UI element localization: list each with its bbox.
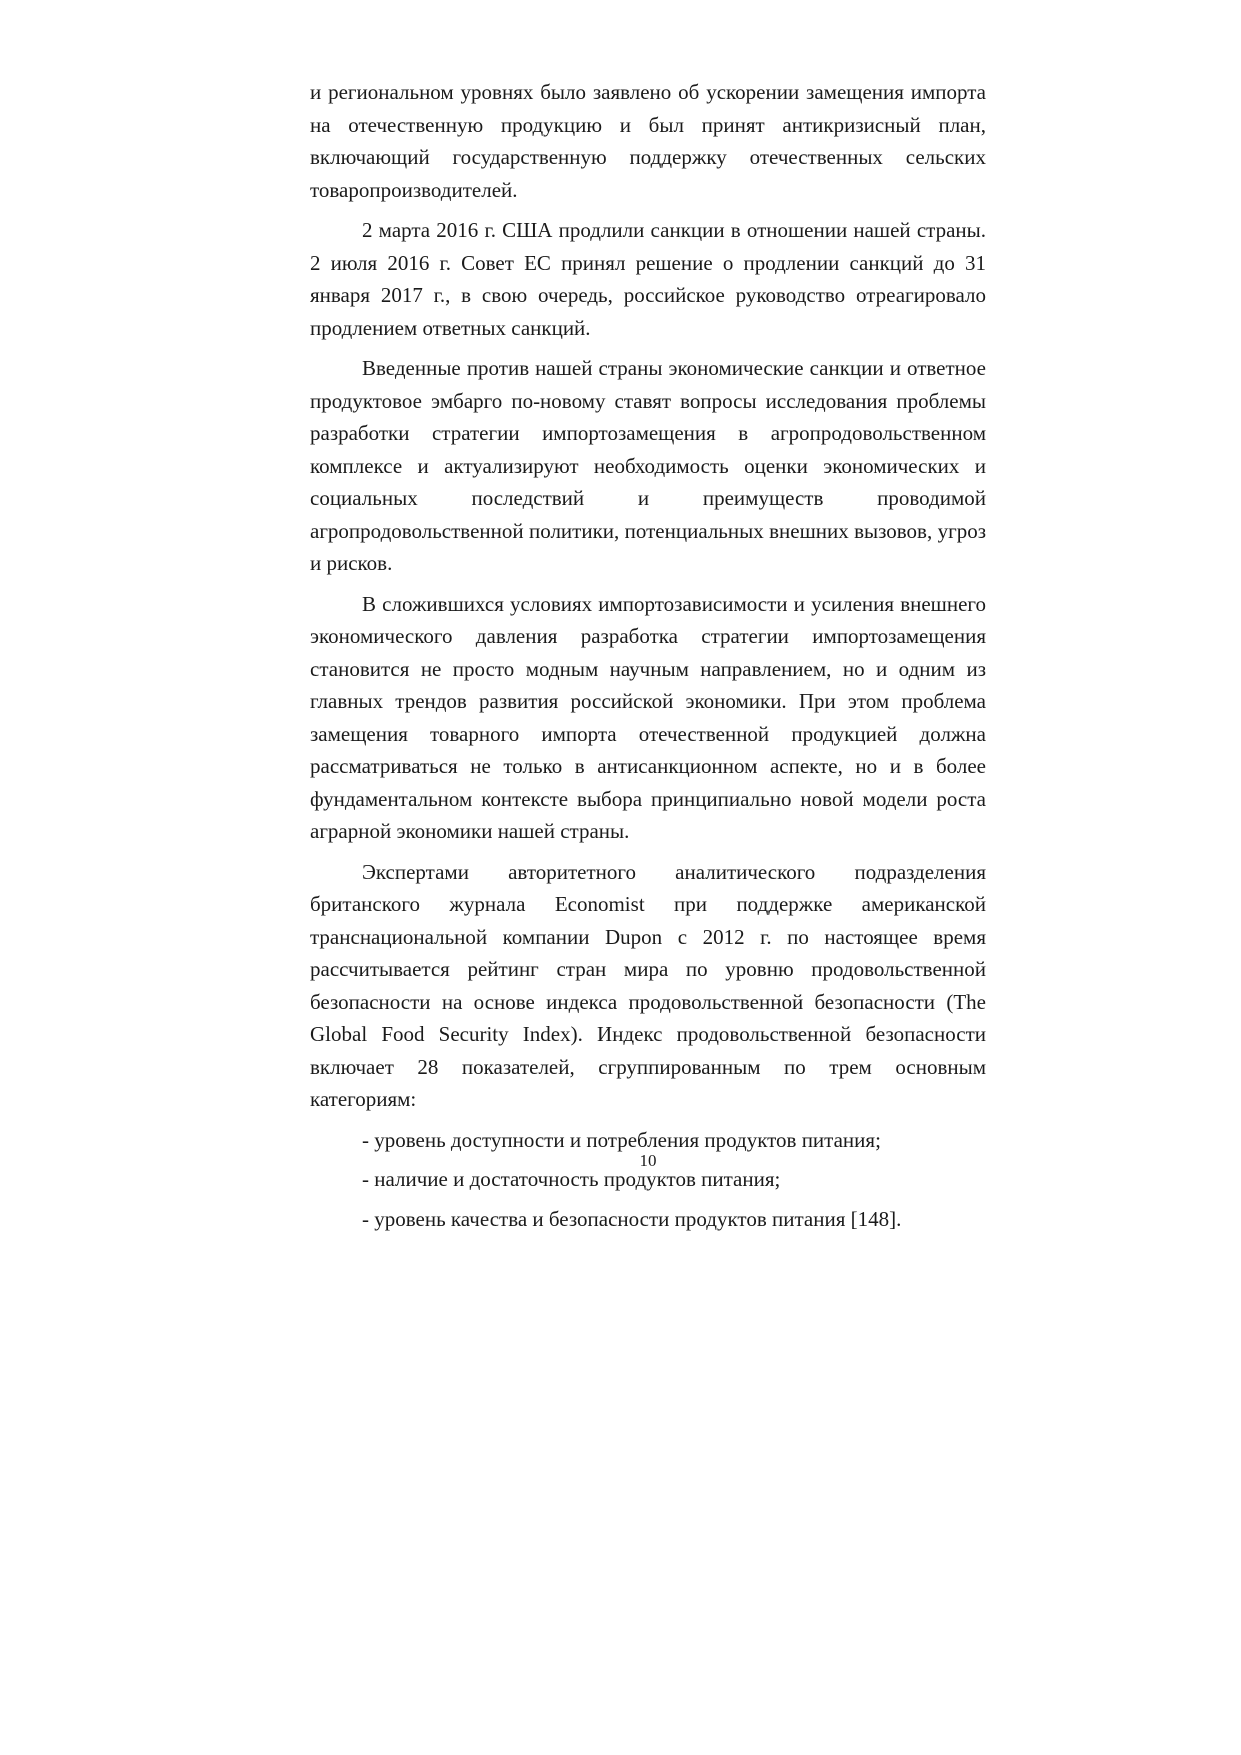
- page-body: [310, 76, 986, 1242]
- list-item-quality: - уровень качества и безопасности продуктов питания [148].: [362, 1206, 902, 1231]
- paragraph-embargo-issues: Введенные против нашей страны экономические санкции и ответное продуктовое эмбарго по-новому ставят вопросы исследования проблемы разработки стратегии импортозамещения в агропродовольственном комплексе и актуализируют необходимость оценки экономических и социальных последствий и преимуществ проводимой агропродовольственной политики, потенциальных внешних вызовов, угроз и рисков.: [310, 356, 986, 575]
- list-item-availability: - уровень доступности и потребления продуктов питания;: [362, 1127, 881, 1152]
- paragraph-sanctions-extension: 2 марта 2016 г. США продлили санкции в отношении нашей страны. 2 июля 2016 г. Совет ЕС принял решение о продлении санкций до 31 января 2017 г., в свою очередь, российское руководство отреагировало продлением ответных санкций.: [310, 218, 986, 340]
- paragraph-continued: и региональном уровнях было заявлено об ускорении замещения импорта на отечественную продукцию и был принят антикризисный план, включающий государственную поддержку отечественных сельских товаропроизводителей.: [310, 80, 986, 202]
- list-item-sufficiency: - наличие и достаточность продуктов питания;: [362, 1167, 781, 1191]
- paragraph-import-substitution: В сложившихся условиях импортозависимости и усиления внешнего экономического давления разработка стратегии импортозамещения становится не просто модным научным направлением, но и одним из главных трендов развития российской экономики. При этом проблема замещения товарного импорта отечественной продукцией должна рассматриваться не только в антисанкционном аспекте, но и в более фундаментальном контексте выбора принципиально новой модели роста аграрной экономики нашей страны.: [310, 591, 986, 843]
- page-number: 10: [639, 1151, 657, 1170]
- paragraph-food-security-index: Экспертами авторитетного аналитического подразделения британского журнала Economist при поддержке американской транснациональной компании Dupon с 2012 г. по настоящее время рассчитывается рейтинг стран мира по уровню продовольственной безопасности на основе индекса продовольственной безопасности (The Global Food Security Index). Индекс продовольственной безопасности включает 28 показателей, сгруппированным по трем основным категориям:: [310, 859, 986, 1111]
